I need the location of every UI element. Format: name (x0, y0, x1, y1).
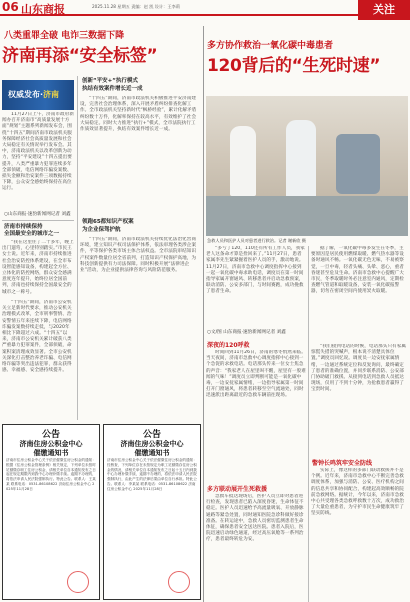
left-intro (2, 112, 74, 208)
left-subhead-5: 济南市持续保持 (4, 224, 43, 230)
page-center-rule (203, 26, 204, 602)
left-kicker: 八类重罪全破 电诈三数据下降 (4, 31, 125, 41)
right-body-1-text: 时间回到11月26日，济南的寒冬悄然来临。当天夜间，济南市急救中心调度指挥中心接到一个急促的求救电话。电话那头传来一位女士焦急的声音：“我家老人在屋里叫不醒，屋里有一股难闻的气味！”调度员立即判断可能是一氧化碳中毒，一边安抚家属情绪，一边指导家属第一时间打开门窗通风，将患者转移至空气流通处，同时迅速派出距离最近的急救车辆前往现场。 (206, 350, 306, 399)
left-headline: 济南再添“安全标签” (2, 46, 158, 66)
left-byline: ○山东商报·速豹新闻网记者 刘鑫 (4, 212, 71, 217)
left-col1-body-2 (2, 300, 74, 420)
right-headline: 120背后的“生死时速” (207, 56, 381, 76)
right-intro-text: “多亏了120，110还有所有工作人员，我家老人这条命才算是捡回来了。”11月27日，患者家属李先生紧紧握着医护人员的手，激动地说。11月27日，济南市急救中心调度指挥中心接到一起一氧化碳中毒求助电话，调度员在第一时间指导家属开窗通风、转移患者并启动急救预案，联动消防、公安多部门，与时间赛跑，成功挽救了患者生命。 (206, 246, 305, 295)
right-body-2 (206, 494, 306, 600)
notice-a-title: 公告 (41, 430, 60, 440)
column-rule (77, 76, 78, 420)
photo-figure (286, 120, 316, 200)
left-subhead-4: 为企业保驾护航 (82, 227, 121, 233)
left-col2-body (80, 96, 200, 214)
feature-banner-image (2, 80, 74, 110)
notice-b (103, 424, 201, 600)
banner-text-a: 权威发布· (8, 90, 44, 99)
left-subhead-1: 创新“平安+“执行模式 (82, 78, 138, 84)
notice-a-subtitle-2: 催缴通知书 (33, 449, 69, 457)
right-col4-text-a: 据了解，一氧化碳中毒多发生在冬季，主要原因是居民使用燃煤取暖、燃气热水器等设备时通风不畅。一氧化碳无色无味，不易被察觉，一旦中毒，轻者头痛、头晕、恶心，重者昏迷甚至危及生命。济南市急救中心提醒广大市民，冬季取暖时务必注意室内通风，定期检查燃气管道和取暖设备，安装一氧化碳报警器，切勿在密闭空间内使用炭火取暖。 (311, 246, 404, 295)
right-col4-body-a (311, 246, 408, 342)
right-intro (206, 246, 306, 326)
left-col1-text-2: “十四五”期间，济南市公安机关立足新时代要求，推动公安机关治理模式改革，全市刑事警情、治安警情五年来连续下降，电信网络诈骗发案数持续走低，与2020年相比下降超过六成。“十四五”以来，济南市公安机关累计破获八类严重暴力犯罪案件，全部侦破，命案积案清理成效显著。全市公安机关深化打击整治养老诈骗、电信网络诈骗等突出违法犯罪，群众获得感、幸福感、安全感持续提升。 (2, 300, 72, 374)
left-subhead-3: 领跑65都知识产权案 (82, 219, 134, 225)
notice-a (2, 424, 100, 600)
notice-a-text: 济南市住房公积金中心关于依法催缴住房公积金的通知：根据《住房公积金管理条例》相关规定，下列单位未按时足额缴存职工住房公积金，请相关单位自本通知发布之日起在规定期限内到我中心办理补缴手续。逾期不办理的，将依法申请人民法院强制执行。特此公告。联系人：王某某 联系电话：0531-86108622 济南住房公积金中心 2025年11月28日 (6, 458, 96, 491)
right-kicker: 多方协作救治一氧化碳中毒患者 (207, 41, 334, 51)
divider (2, 220, 74, 221)
left-col2-text-2: “十四五”期间，济南市政法机关持续优化法治化营商环境，建立知识产权司法保护体系，依法审理各类涉企案件，平等保护各类市场主体合法权益。全市法院审结知识产权案件数量位居全省前列，打造知识产权保护高地，为科技创新提供有力司法保障。同时积极开展“法律进企业”活动，为企业提供法律咨询与风险防范服务。 (80, 237, 197, 274)
left-col2-body-2 (80, 237, 200, 421)
photo-figure (230, 126, 256, 196)
notice-b-title: 公告 (142, 430, 161, 440)
paper-name: 山东商报 (21, 3, 65, 16)
photo-bed (206, 196, 408, 236)
official-seal-icon (67, 571, 89, 593)
official-seal-icon (168, 571, 190, 593)
left-intro-text: 11月27日上午，济南市政府新闻办召开济南市“高质量发展十方面”规划”主题系列新闻发布会，围绕“十四五”期间济南市政法机关服务保障经济社会高质量发展和社会大局稳定有关情况举行发布会。其中，济南政法机关以改革创新为动力，坚持“平安建设”十四五提出要提升，八类严重暴力犯罪连续多年全部侦破，电信网络诈骗发案数、损失金额和治安案件三项数据持续下降，公众安全感始终保持在高位运行。 (2, 112, 74, 192)
photo-caption: 急救人员和医护人员对患者进行救治。记者 谢新欣 摄 (207, 238, 306, 243)
right-section-1: 深夜的120呼救 (207, 342, 250, 349)
notice-b-subtitle: 济南住房公积金中心 (120, 440, 184, 448)
rescue-photo (206, 96, 408, 236)
right-section-3: 警钟长鸣筑牢安全防线 (312, 460, 373, 467)
left-col2-text: “十四五”期间，济南市政法机关积极推进平安济南建设，完善社会治理体系，深入开展矛盾纠纷排查化解工作。全市政法机关坚持新时代“枫桥经验”，累计化解矛盾纠纷数十万件，化解率保持在较高水平，有效维护了社会大局稳定。同时大力推进“执行+”模式，全市法院执行工作质效显著提升，执结有效案件增长近一成。 (80, 96, 197, 133)
right-col4-body-c (311, 468, 408, 600)
page-number: 06 (2, 0, 19, 14)
right-section-2: 多方联动展开生死救援 (207, 486, 268, 493)
issue-meta: 2025.11.28 星期五 责编：赵 凯 设计：王李莉 (92, 4, 180, 9)
notice-a-subtitle: 济南住房公积金中心 (19, 440, 83, 448)
right-body-1 (206, 350, 306, 480)
right-col4-text-b: “我们接到电话的时候，电话那头只有家属惊慌失措的哭喊声，根本说不清楚具体位置。”调度员回忆说。调度员一边安抚家属情绪，一边通过系统定位和反复询问，最终确定了患者的准确位置，并同步联系消防、公安部门协助破门救援。从接到电话到急救人员抵达现场，仅用了不到十分钟，为抢救患者赢得了宝贵时间。 (311, 344, 407, 393)
left-subhead-2: 执结有效案件增长近一成 (82, 86, 143, 92)
banner-text-b: 济南 (43, 90, 60, 99)
masthead (0, 0, 410, 16)
section-topic-badge: 关注 (358, 0, 410, 20)
column-rule (308, 246, 309, 602)
right-col4-text-c: 实际上，像这样的多部门联动救援并不是个例。近年来，济南市急救中心不断完善急救调度体系，加强与消防、公安、医疗机构之间的信息共享和协同配合，构建起高效顺畅的院前急救网络。据统计，今年以来，济南市急救中心共受理各类急救呼救数十万次，成功救治了大量危重患者，为守护市民生命健康筑牢了坚实防线。 (311, 468, 404, 517)
notice-b-subtitle-2: 催缴通知书 (134, 449, 170, 457)
photo-figure (336, 134, 380, 194)
right-col4-body-b (311, 344, 408, 454)
right-body-2-text: 急救车抵达现场后，医护人员立即对患者进行检查，发现患者已陷入深度昏迷，生命体征不稳定。医护人员迅速给予高流量吸氧、开放静脉通路等紧急处置，同时通知医院急诊科做好接诊准备。在转运途中，急救人员密切监测患者生命体征，确保患者安全送达医院。患者入院后，医院迅速启动绿色通道，经过高压氧舱等一系列治疗，患者最终转危为安。 (206, 494, 304, 543)
right-byline: ○文/图 山东商报·速豹新闻网记者 刘鑫 (207, 330, 286, 335)
left-subhead-6: 全国最安全的城市之一 (4, 231, 60, 237)
notice-b-text: 济南市住房公积金中心关于依法催缴住房公积金的通知：经核查，下列单位存在未按规定为职工足额缴存住房公积金的情况，请相关单位自本通知发布之日起十五日内到我中心办理补缴手续，逾期不办理的，将依法申请人民法院强制执行，由此产生的法律后果由单位自行承担。特此公告。联系人：李某某 联系电话：0531-86108622 济南住房公积金中心 2025年11月28日 (107, 458, 197, 491)
left-col1-text: “我在这里住了二十多年，晚上出门遛弯，心里特别踏实。”市民王女士说。近年来，济南市持续推进社会治安防控体系建设，在全市布设智能感知设备，构建起全方位、立体化的防控网络，群众安全感满意度连年提升，始终位居全国前列，济南也持续保持全国最安全的城市之一称号。 (2, 240, 74, 295)
